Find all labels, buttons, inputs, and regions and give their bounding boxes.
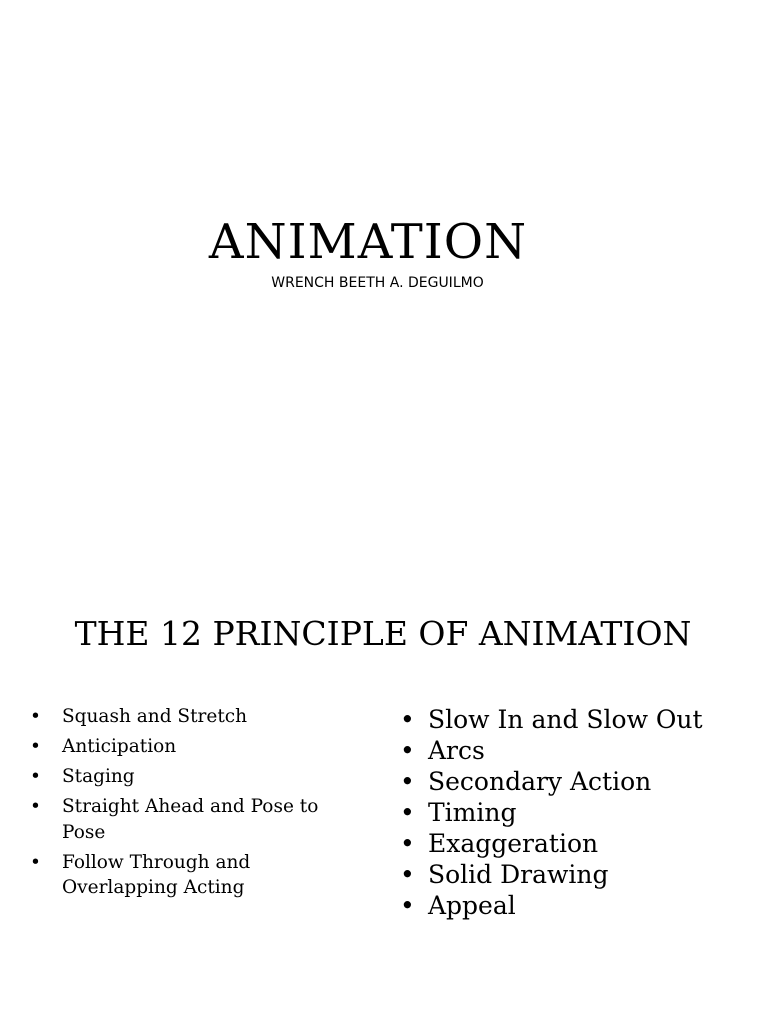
bullet-icon: • [400, 767, 415, 796]
list-item [30, 794, 350, 845]
list-item [30, 850, 350, 901]
bullet-icon: • [30, 706, 41, 727]
list-item [400, 704, 760, 735]
list-item [30, 764, 350, 790]
list-item [400, 766, 760, 797]
author-name: WRENCH BEETH A. DEGUILMO [271, 275, 484, 291]
principles-list-left [30, 704, 350, 905]
principles-slide [0, 512, 768, 1024]
list-item-label: Exaggeration [428, 829, 599, 858]
bullet-icon: • [400, 736, 415, 765]
bullet-icon: • [400, 860, 415, 889]
bullet-icon: • [30, 766, 41, 787]
bullet-icon: • [30, 736, 41, 757]
principles-list-right [400, 704, 760, 921]
list-item [400, 859, 760, 890]
bullet-icon: • [400, 705, 415, 734]
list-item-label: Anticipation [62, 736, 177, 757]
bullet-icon: • [30, 796, 41, 817]
list-item-label: Timing [428, 798, 517, 827]
list-item-label: Solid Drawing [428, 860, 609, 889]
list-item-label: Secondary Action [428, 767, 652, 796]
presentation-title: ANIMATION [208, 214, 528, 270]
list-item-label: Arcs [428, 736, 485, 765]
list-item-label: Squash and Stretch [62, 706, 248, 727]
list-item-label: Straight Ahead and Pose to Pose [62, 796, 319, 843]
list-item [400, 828, 760, 859]
list-item-label: Appeal [428, 891, 516, 920]
list-item-label: Staging [62, 766, 135, 787]
list-item [400, 797, 760, 828]
list-item [400, 735, 760, 766]
list-item [30, 704, 350, 730]
bullet-icon: • [400, 798, 415, 827]
list-item-label: Follow Through and Overlapping Acting [62, 851, 251, 898]
list-item-label: Slow In and Slow Out [428, 705, 703, 734]
bullet-icon: • [400, 891, 415, 920]
bullet-icon: • [400, 829, 415, 858]
principles-title: THE 12 PRINCIPLE OF ANIMATION [74, 614, 692, 653]
list-item [400, 890, 760, 921]
list-item [30, 734, 350, 760]
bullet-icon: • [30, 851, 41, 873]
